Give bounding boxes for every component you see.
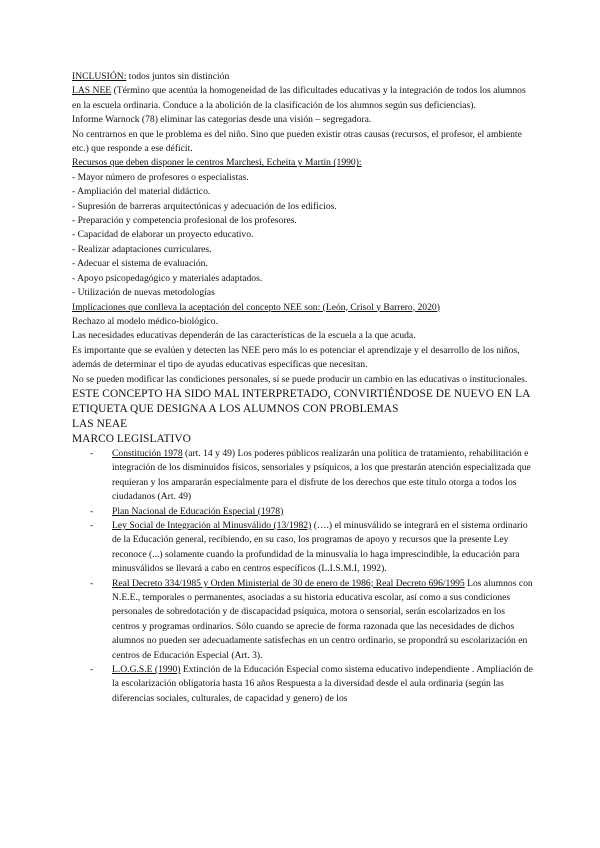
- legislation-title: Plan Nacional de Educación Especial (1978): [112, 505, 284, 517]
- nee-heading: LAS NEE: [72, 85, 112, 97]
- recursos-item: - Utilización de nuevas metodologías: [72, 287, 215, 299]
- recursos-heading: Recursos que deben disponer le centros Marchesi, Echeita y Martín (1990):: [72, 157, 362, 169]
- list-dash: -: [90, 447, 94, 459]
- recursos-item: - Preparación y competencia profesional de los profesores.: [72, 215, 297, 227]
- implicaciones-item: Las necesidades educativas dependerán de las características de la escuela a la que acuda.: [72, 330, 416, 342]
- implicaciones-item: Es importante que se evalúen y detecten las NEE pero más lo es potenciar el aprendizaje y el desarrollo de los niños, además de determinar el tipo de ayudas educativas específicas que necesitan.: [72, 344, 520, 371]
- recursos-item: - Supresión de barreras arquitectónicas y adecuación de los edificios.: [72, 200, 337, 212]
- legislation-title: Real Decreto 334/1985 y Orden Ministerial de 30 de enero de 1986; Real Decreto 696/1995: [112, 577, 465, 589]
- recursos-item: - Realizar adaptaciones curriculares.: [72, 243, 212, 255]
- centramos-paragraph: No centrarnos en que le problema es del niño. Sino que pueden existir otras causas (recursos, el profesor, el ambiente etc.) que responde a ese déficit.: [72, 128, 522, 155]
- legislation-item: [72, 447, 534, 505]
- legislation-text: Los alumnos con N.E.E., temporales o permanentes, asociadas a su historia educativa escolar, así como a sus condiciones personales de sobredotación y de discapacidad psíquica, motora o sensorial, serán escolarizados en los centros y programas ordinarios. Sólo cuando se aprecie de forma razonada que las necesidades de dichos alumnos no pueden ser adecuadamente satisfechas en un centro ordinario, se propondrá su escolarización en centros de Educación Especial (Art. 3).: [112, 577, 533, 661]
- recursos-item: - Mayor número de profesores o especialistas.: [72, 171, 249, 183]
- inclusion-heading: INCLUSIÓN:: [72, 71, 127, 82]
- legislation-item: [72, 663, 534, 706]
- nee-text: (Término que acentúa la homogeneidad de las dificultades educativas y la integración de todos los alumnos en la escuela ordinaria. Conduce a la abolición de la clasificación de los alumnos según sus deficiencias).: [72, 85, 526, 111]
- legislation-text: (art. 14 y 49) Los poderes públicos realizarán una política de tratamiento, rehabilitación e integración de los disminuidos físicos, sensoriales y psíquicos, a los que prestarán atención especializada que requieran y los ampararán especialmente para el disfrute de los derechos que este título otorga a todos los ciudadanos (Art. 49): [112, 447, 531, 503]
- recursos-item: - Ampliación del material didáctico.: [72, 186, 211, 198]
- legislation-list: [72, 447, 534, 706]
- recursos-item: - Adecuar el sistema de evaluación.: [72, 258, 208, 270]
- implicaciones-heading: Implicaciones que conlleva la aceptación del concepto NEE son: (León, Crisol y Barrero, 2020): [72, 301, 440, 313]
- legislation-text: Extinción de la Educación Especial como sistema educativo independiente . Ampliación de la escolarización obligatoria hasta 16 años Respuesta a la diversidad desde el aula ordinaria (según las diferencias sociales, culturales, de capacidad y genero) de los: [112, 664, 533, 704]
- list-dash: -: [90, 519, 94, 531]
- inclusion-paragraph: [72, 70, 534, 84]
- implicaciones-item: No se pueden modificar las condiciones personales, sí se puede producir un cambio en las educativas o institucionales.: [72, 373, 528, 385]
- legislation-title: Constitución 1978: [112, 447, 183, 459]
- legislation-text: (….) el minusválido se integrará en el sistema ordinario de la Educación general, recibiendo, en su caso, los programas de apoyo y recursos que la presente Ley reconoce (...) solamente cuando la profundidad de la minusvalía lo haga imprescindible, la educación para minusválidos se llevará a cabo en centros específicos (L.I.S.M.I, 1992).: [112, 519, 528, 575]
- list-dash: -: [90, 505, 94, 517]
- document-page: [72, 70, 534, 706]
- list-dash: -: [90, 664, 94, 676]
- inclusion-text: todos juntos sin distinción: [126, 71, 230, 82]
- warnock-paragraph: Informe Warnock (78) eliminar las categorías desde una visión – segregadora.: [72, 114, 372, 126]
- neae-heading: LAS NEAE: [72, 417, 128, 430]
- list-dash: -: [90, 577, 94, 589]
- recursos-item: - Capacidad de elaborar un proyecto educativo.: [72, 229, 254, 241]
- legislation-item: [72, 577, 534, 663]
- legislation-title: L.O.G.S.E (1990): [112, 664, 181, 676]
- concepto-mal-paragraph: ESTE CONCEPTO HA SIDO MAL INTERPRETADO, CONVIRTIÉNDOSE DE NUEVO EN LA ETIQUETA QUE DESIGNA A LOS ALUMNOS CON PROBLEMAS: [72, 387, 530, 415]
- legislation-item: [72, 505, 534, 519]
- marco-legislativo-heading: MARCO LEGISLATIVO: [72, 432, 191, 445]
- legislation-title: Ley Social de Integración al Minusválido (13/1982): [112, 519, 312, 531]
- nee-paragraph: [72, 84, 534, 113]
- recursos-item: - Apoyo psicopedagógico y materiales adaptados.: [72, 272, 263, 284]
- implicaciones-item: Rechazo al modelo médico-biológico.: [72, 315, 218, 327]
- legislation-item: [72, 519, 534, 577]
